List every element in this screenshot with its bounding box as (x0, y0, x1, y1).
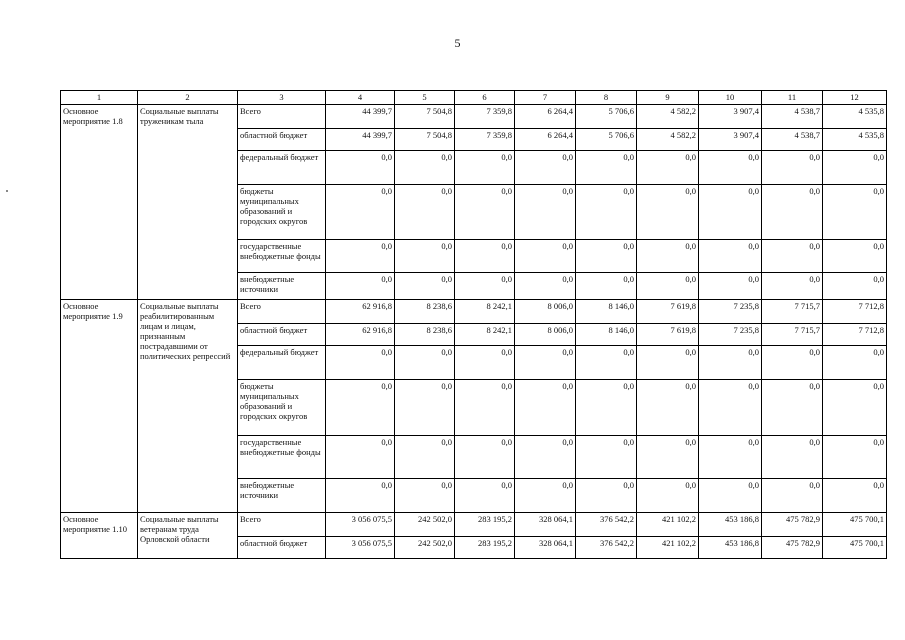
value-cell: 0,0 (576, 240, 637, 273)
value-cell: 7 712,8 (823, 300, 887, 324)
value-cell: 0,0 (823, 185, 887, 240)
value-cell: 0,0 (823, 151, 887, 185)
value-cell: 475 700,1 (823, 513, 887, 537)
value-cell: 0,0 (515, 479, 576, 513)
value-cell: 8 238,6 (395, 324, 455, 346)
event-name-cell: Основное мероприятие 1.9 (61, 300, 138, 513)
value-cell: 0,0 (576, 151, 637, 185)
value-cell: 376 542,2 (576, 537, 637, 559)
value-cell: 283 195,2 (455, 513, 515, 537)
funding-source-cell: Всего (238, 513, 326, 537)
value-cell: 0,0 (515, 346, 576, 380)
funding-source-cell: федеральный бюджет (238, 346, 326, 380)
value-cell: 0,0 (395, 151, 455, 185)
value-cell: 7 504,8 (395, 129, 455, 151)
value-cell: 4 538,7 (762, 129, 823, 151)
value-cell: 7 235,8 (699, 324, 762, 346)
value-cell: 0,0 (395, 479, 455, 513)
value-cell: 8 242,1 (455, 324, 515, 346)
value-cell: 0,0 (515, 380, 576, 436)
value-cell: 0,0 (395, 273, 455, 300)
funding-source-cell: федеральный бюджет (238, 151, 326, 185)
value-cell: 453 186,8 (699, 513, 762, 537)
column-number-7: 7 (515, 91, 576, 105)
value-cell: 7 359,8 (455, 129, 515, 151)
value-cell: 3 056 075,5 (326, 537, 395, 559)
value-cell: 6 264,4 (515, 129, 576, 151)
funding-source-cell: бюджеты муниципальных образований и городских округов (238, 185, 326, 240)
value-cell: 8 146,0 (576, 300, 637, 324)
column-number-1: 1 (61, 91, 138, 105)
column-number-2: 2 (138, 91, 238, 105)
value-cell: 0,0 (762, 380, 823, 436)
value-cell: 0,0 (699, 273, 762, 300)
value-cell: 0,0 (395, 185, 455, 240)
value-cell: 7 504,8 (395, 105, 455, 129)
table-row (61, 513, 887, 537)
value-cell: 8 238,6 (395, 300, 455, 324)
value-cell: 8 146,0 (576, 324, 637, 346)
value-cell: 0,0 (762, 436, 823, 479)
value-cell: 0,0 (455, 273, 515, 300)
value-cell: 0,0 (762, 346, 823, 380)
value-cell: 0,0 (823, 346, 887, 380)
value-cell: 7 715,7 (762, 324, 823, 346)
funding-source-cell: областной бюджет (238, 129, 326, 151)
value-cell: 0,0 (637, 273, 699, 300)
column-number-12: 12 (823, 91, 887, 105)
value-cell: 283 195,2 (455, 537, 515, 559)
value-cell: 0,0 (637, 240, 699, 273)
value-cell: 0,0 (395, 436, 455, 479)
value-cell: 4 535,8 (823, 129, 887, 151)
value-cell: 0,0 (637, 151, 699, 185)
value-cell: 0,0 (455, 185, 515, 240)
value-cell: 242 502,0 (395, 537, 455, 559)
column-number-4: 4 (326, 91, 395, 105)
value-cell: 0,0 (637, 185, 699, 240)
value-cell: 0,0 (326, 346, 395, 380)
funding-source-cell: областной бюджет (238, 324, 326, 346)
value-cell: 0,0 (637, 346, 699, 380)
value-cell: 44 399,7 (326, 105, 395, 129)
value-cell: 0,0 (699, 479, 762, 513)
value-cell: 421 102,2 (637, 513, 699, 537)
value-cell: 0,0 (455, 380, 515, 436)
value-cell: 0,0 (823, 380, 887, 436)
value-cell: 0,0 (455, 479, 515, 513)
value-cell: 453 186,8 (699, 537, 762, 559)
value-cell: 0,0 (823, 479, 887, 513)
value-cell: 0,0 (637, 436, 699, 479)
value-cell: 0,0 (395, 346, 455, 380)
value-cell: 4 538,7 (762, 105, 823, 129)
value-cell: 0,0 (455, 436, 515, 479)
value-cell: 0,0 (395, 240, 455, 273)
value-cell: 0,0 (576, 436, 637, 479)
table-row (61, 300, 887, 324)
value-cell: 8 242,1 (455, 300, 515, 324)
funding-source-cell: внебюджетные источники (238, 273, 326, 300)
value-cell: 0,0 (395, 380, 455, 436)
value-cell: 0,0 (515, 240, 576, 273)
value-cell: 7 359,8 (455, 105, 515, 129)
value-cell: 0,0 (326, 479, 395, 513)
scan-artifact-dot (6, 190, 8, 192)
value-cell: 3 907,4 (699, 105, 762, 129)
value-cell: 7 235,8 (699, 300, 762, 324)
value-cell: 7 712,8 (823, 324, 887, 346)
event-name-cell: Основное мероприятие 1.10 (61, 513, 138, 559)
value-cell: 62 916,8 (326, 300, 395, 324)
value-cell: 0,0 (515, 185, 576, 240)
value-cell: 0,0 (637, 380, 699, 436)
value-cell: 475 700,1 (823, 537, 887, 559)
value-cell: 0,0 (576, 185, 637, 240)
value-cell: 0,0 (699, 240, 762, 273)
value-cell: 0,0 (823, 273, 887, 300)
value-cell: 7 715,7 (762, 300, 823, 324)
value-cell: 0,0 (823, 436, 887, 479)
value-cell: 421 102,2 (637, 537, 699, 559)
value-cell: 242 502,0 (395, 513, 455, 537)
value-cell: 0,0 (515, 273, 576, 300)
value-cell: 0,0 (326, 185, 395, 240)
value-cell: 0,0 (326, 436, 395, 479)
value-cell: 0,0 (699, 436, 762, 479)
value-cell: 7 619,8 (637, 300, 699, 324)
value-cell: 0,0 (326, 273, 395, 300)
value-cell: 0,0 (515, 151, 576, 185)
value-cell: 0,0 (637, 479, 699, 513)
funding-source-cell: государственные внебюджетные фонды (238, 436, 326, 479)
event-description-cell: Социальные выплаты ветеранам труда Орловской области (138, 513, 238, 559)
value-cell: 5 706,6 (576, 129, 637, 151)
value-cell: 0,0 (455, 346, 515, 380)
value-cell: 0,0 (762, 240, 823, 273)
value-cell: 328 064,1 (515, 537, 576, 559)
event-name-cell: Основное мероприятие 1.8 (61, 105, 138, 300)
value-cell: 0,0 (515, 436, 576, 479)
value-cell: 376 542,2 (576, 513, 637, 537)
value-cell: 0,0 (762, 479, 823, 513)
funding-source-cell: Всего (238, 300, 326, 324)
value-cell: 475 782,9 (762, 513, 823, 537)
value-cell: 0,0 (326, 240, 395, 273)
column-number-8: 8 (576, 91, 637, 105)
value-cell: 5 706,6 (576, 105, 637, 129)
funding-source-cell: областной бюджет (238, 537, 326, 559)
value-cell: 328 064,1 (515, 513, 576, 537)
value-cell: 8 006,0 (515, 300, 576, 324)
value-cell: 0,0 (699, 185, 762, 240)
value-cell: 0,0 (576, 273, 637, 300)
value-cell: 6 264,4 (515, 105, 576, 129)
financing-table (60, 90, 887, 559)
header-row (61, 91, 887, 105)
value-cell: 4 582,2 (637, 129, 699, 151)
funding-source-cell: внебюджетные источники (238, 479, 326, 513)
value-cell: 475 782,9 (762, 537, 823, 559)
value-cell: 3 056 075,5 (326, 513, 395, 537)
value-cell: 0,0 (699, 346, 762, 380)
event-description-cell: Социальные выплаты реабилитированным лицам и лицам, признанным пострадавшими от политических репрессий (138, 300, 238, 513)
value-cell: 0,0 (455, 151, 515, 185)
value-cell: 0,0 (699, 380, 762, 436)
value-cell: 3 907,4 (699, 129, 762, 151)
funding-source-cell: Всего (238, 105, 326, 129)
column-number-3: 3 (238, 91, 326, 105)
value-cell: 4 535,8 (823, 105, 887, 129)
column-number-11: 11 (762, 91, 823, 105)
value-cell: 0,0 (762, 185, 823, 240)
value-cell: 44 399,7 (326, 129, 395, 151)
funding-source-cell: государственные внебюджетные фонды (238, 240, 326, 273)
value-cell: 0,0 (326, 380, 395, 436)
value-cell: 62 916,8 (326, 324, 395, 346)
value-cell: 0,0 (823, 240, 887, 273)
value-cell: 0,0 (762, 151, 823, 185)
funding-source-cell: бюджеты муниципальных образований и городских округов (238, 380, 326, 436)
value-cell: 0,0 (576, 346, 637, 380)
value-cell: 0,0 (762, 273, 823, 300)
value-cell: 0,0 (576, 380, 637, 436)
value-cell: 4 582,2 (637, 105, 699, 129)
column-number-9: 9 (637, 91, 699, 105)
value-cell: 0,0 (326, 151, 395, 185)
value-cell: 8 006,0 (515, 324, 576, 346)
value-cell: 7 619,8 (637, 324, 699, 346)
column-number-10: 10 (699, 91, 762, 105)
table-row (61, 105, 887, 129)
page-number: 5 (454, 36, 461, 50)
value-cell: 0,0 (455, 240, 515, 273)
value-cell: 0,0 (699, 151, 762, 185)
column-number-5: 5 (395, 91, 455, 105)
value-cell: 0,0 (576, 479, 637, 513)
event-description-cell: Социальные выплаты труженикам тыла (138, 105, 238, 300)
column-number-6: 6 (455, 91, 515, 105)
